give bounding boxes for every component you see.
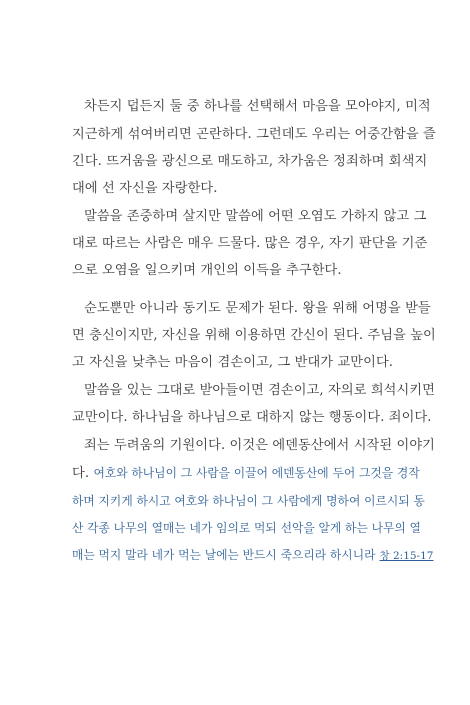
paragraph-1-line-4: 대에 선 자신을 자랑한다.: [72, 181, 218, 196]
paragraph-5-line-1: 죄는 두려움의 기원이다. 이것은 에덴동산에서 시작된 이야기: [84, 438, 436, 453]
paragraph-2-line-1: 말씀을 존중하며 살지만 말씀에 어떤 오염도 가하지 않고 그: [84, 209, 427, 224]
paragraph-1-line-3: 긴다. 뜨거움을 광신으로 매도하고, 차가움은 정죄하며 회색지: [72, 154, 428, 169]
scripture-quote-line-2: 하며 지키게 하시고 여호와 하나님이 그 사람에게 명하여 이르시되 동: [72, 494, 425, 508]
paragraph-3-line-2: 면 충신이지만, 자신을 위해 이용하면 간신이 된다. 주님을 높이: [72, 328, 436, 343]
scripture-quote-line-4: [72, 544, 433, 568]
paragraph-2-line-3: 으로 오염을 일으키며 개인의 이득을 추구한다.: [72, 263, 342, 278]
paragraph-3-line-3: 고 자신을 낮추는 마음이 겸손이고, 그 반대가 교만이다.: [72, 355, 394, 370]
scripture-quote-text: 매는 먹지 말라 네가 먹는 날에는 반드시 죽으리라 하시니라: [72, 548, 376, 562]
paragraph-3-line-1: 순도뿐만 아니라 동기도 문제가 된다. 왕을 위해 어명을 받들: [84, 301, 431, 316]
scripture-quote-line-1: 여호와 하나님이 그 사람을 이끌어 에덴동산에 두어 그것을 경작: [93, 466, 420, 480]
paragraph-5-line-2: [72, 462, 420, 486]
paragraph-1-line-2: 지근하게 섞여버리면 곤란하다. 그런데도 우리는 어중간함을 즐: [72, 127, 436, 142]
paragraph-2-line-2: 대로 따르는 사람은 매우 드물다. 많은 경우, 자기 판단을 기준: [72, 236, 428, 251]
paragraph-4-line-1: 말씀을 있는 그대로 받아들이면 겸손이고, 자의로 희석시키면: [84, 383, 436, 398]
paragraph-5-text: 다.: [72, 466, 90, 481]
paragraph-4-line-2: 교만이다. 하나님을 하나님으로 대하지 않는 행동이다. 죄이다.: [72, 410, 432, 425]
paragraph-1-line-1: 차든지 덥든지 둘 중 하나를 선택해서 마음을 모아야지, 미적: [84, 99, 431, 114]
scripture-quote-line-3: 산 각종 나무의 열매는 네가 임의로 먹되 선악을 알게 하는 나무의 열: [72, 521, 421, 535]
scripture-reference: 창 2:15-17: [379, 550, 434, 562]
